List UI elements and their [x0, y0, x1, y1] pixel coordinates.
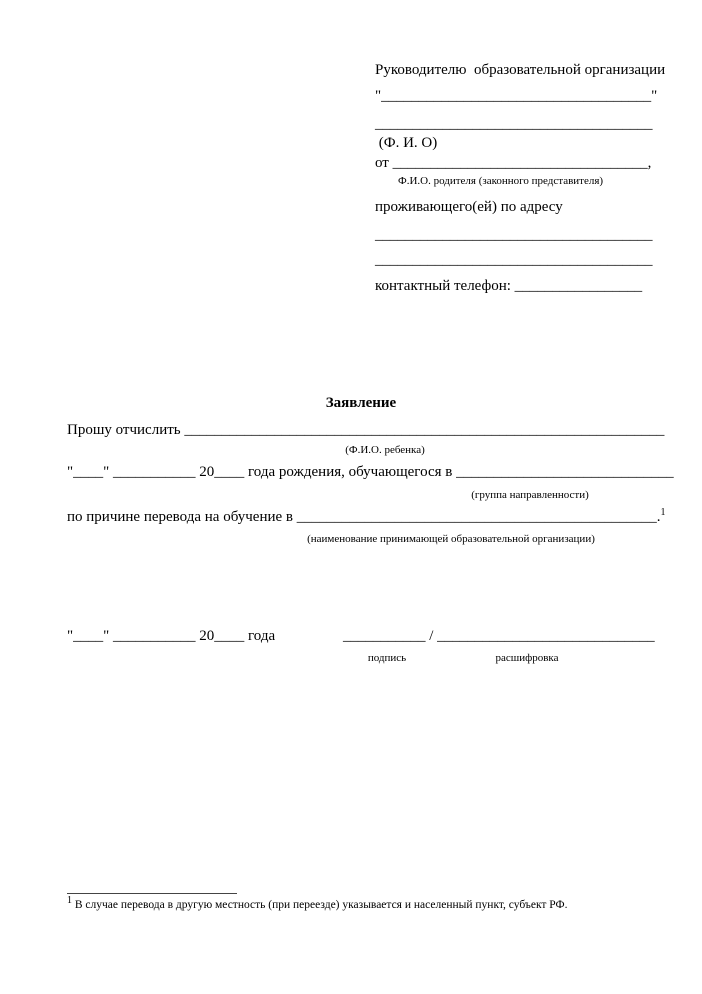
body-line-request: Прошу отчислить ________________________________________________________________: [67, 422, 665, 438]
address-blank-line-2: _____________________________________: [375, 252, 653, 268]
signature-caption: подпись: [367, 652, 407, 664]
footnote-divider: [67, 893, 237, 894]
address-blank-line-1: _____________________________________: [375, 227, 653, 243]
address-label: проживающего(ей) по адресу: [375, 199, 563, 215]
child-fio-caption: (Ф.И.О. ребенка): [345, 444, 425, 456]
signature-date-line: "____" ___________ 20____ года: [67, 628, 276, 644]
body-line-transfer-reason: [67, 508, 666, 526]
receiving-org-caption: (наименование принимающей образовательной организации): [307, 533, 595, 545]
footnote: [67, 895, 627, 911]
fio-label: (Ф. И. О): [375, 135, 438, 151]
org-name-blank-line: "____________________________________": [375, 88, 658, 104]
body-line-birthdate: "____" ___________ 20____ года рождения, обучающегося в _____________________________: [67, 464, 674, 480]
phone-blank-line: контактный телефон: _________________: [375, 278, 643, 294]
from-caption: Ф.И.О. родителя (законного представителя): [398, 175, 604, 187]
footnote-ref-icon: 1: [660, 507, 666, 518]
document-title: Заявление: [325, 395, 397, 411]
footnote-number: 1: [67, 895, 72, 907]
header-addressee: Руководителю образовательной организации: [375, 62, 666, 78]
group-caption: (группа направленности): [471, 489, 589, 501]
org-name-blank-line-2: _____________________________________: [375, 116, 653, 132]
footnote-text: В случае перевода в другую местность (при переезде) указывается и населенный пункт, субъект РФ.: [72, 899, 568, 911]
transcript-caption: расшифровка: [495, 652, 559, 664]
from-blank-line: от __________________________________,: [375, 155, 652, 171]
signature-blank-line: ___________ / _____________________________: [343, 628, 655, 644]
transfer-reason-text: по причине перевода на обучение в ________________________________________________.: [67, 509, 661, 525]
